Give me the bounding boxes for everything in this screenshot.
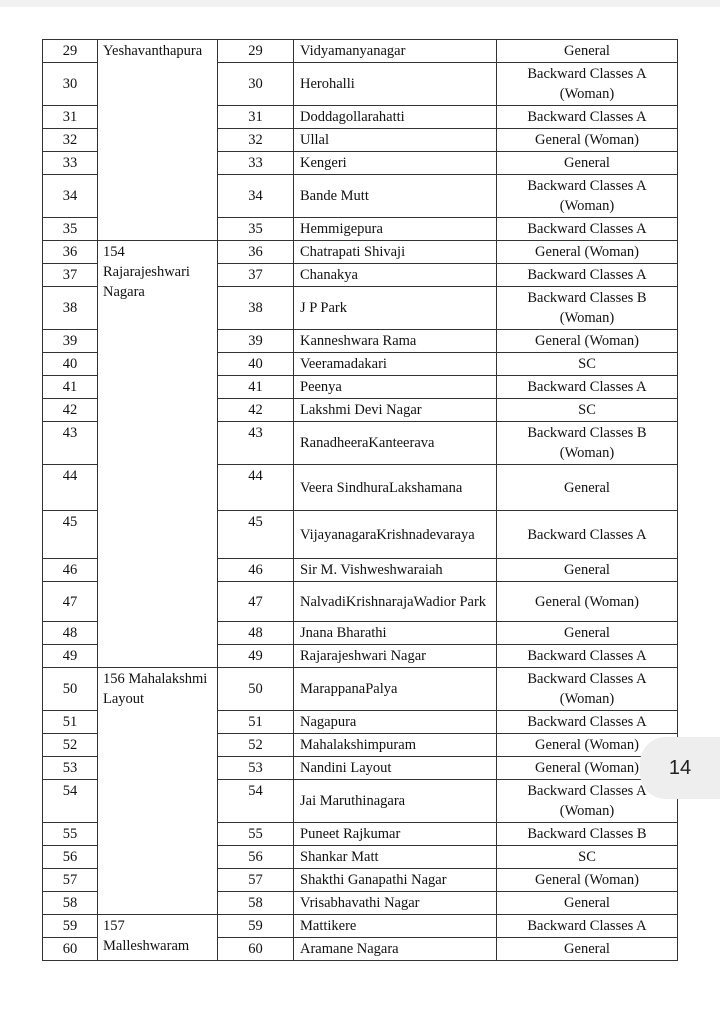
reservation-category-cell: General	[497, 559, 678, 582]
assembly-constituency-cell: 157 Malleshwaram	[98, 915, 218, 961]
ward-number-cell: 36	[218, 241, 294, 264]
ward-number-cell: 60	[218, 938, 294, 961]
reservation-category-cell: Backward Classes A	[497, 915, 678, 938]
reservation-category-cell: Backward Classes A	[497, 106, 678, 129]
ward-number-cell: 48	[218, 622, 294, 645]
ward-name-cell: Veera SindhuraLakshamana	[294, 465, 497, 511]
reservation-category-cell: General	[497, 40, 678, 63]
reservation-category-cell: Backward Classes A (Woman)	[497, 63, 678, 106]
ward-number-cell: 53	[218, 757, 294, 780]
reservation-category-cell: Backward Classes B	[497, 823, 678, 846]
ward-number-cell: 40	[218, 353, 294, 376]
page-number-badge[interactable]: 14	[640, 737, 720, 799]
serial-number-cell: 55	[43, 823, 98, 846]
reservation-category-cell: Backward Classes A (Woman)	[497, 175, 678, 218]
ward-name-cell: Lakshmi Devi Nagar	[294, 399, 497, 422]
serial-number-cell: 50	[43, 668, 98, 711]
serial-number-cell: 59	[43, 915, 98, 938]
serial-number-cell: 45	[43, 511, 98, 559]
reservation-category-cell: General (Woman)	[497, 129, 678, 152]
serial-number-cell: 30	[43, 63, 98, 106]
serial-number-cell: 32	[43, 129, 98, 152]
ward-number-cell: 39	[218, 330, 294, 353]
ward-number-cell: 59	[218, 915, 294, 938]
assembly-constituency-cell: 156 Mahalakshmi Layout	[98, 668, 218, 915]
reservation-category-cell: Backward Classes B (Woman)	[497, 422, 678, 465]
serial-number-cell: 43	[43, 422, 98, 465]
serial-number-cell: 47	[43, 582, 98, 622]
ward-number-cell: 33	[218, 152, 294, 175]
reservation-category-cell: Backward Classes A	[497, 264, 678, 287]
serial-number-cell: 52	[43, 734, 98, 757]
serial-number-cell: 48	[43, 622, 98, 645]
reservation-category-cell: General (Woman)	[497, 734, 678, 757]
ward-number-cell: 56	[218, 846, 294, 869]
ward-number-cell: 30	[218, 63, 294, 106]
ward-name-cell: Shankar Matt	[294, 846, 497, 869]
serial-number-cell: 31	[43, 106, 98, 129]
ward-name-cell: Mahalakshimpuram	[294, 734, 497, 757]
ward-name-cell: VijayanagaraKrishnadevaraya	[294, 511, 497, 559]
ward-name-cell: Chanakya	[294, 264, 497, 287]
ward-name-cell: Veeramadakari	[294, 353, 497, 376]
ward-name-cell: Herohalli	[294, 63, 497, 106]
ward-number-cell: 32	[218, 129, 294, 152]
reservation-category-cell: General (Woman)	[497, 241, 678, 264]
reservation-category-cell: SC	[497, 353, 678, 376]
serial-number-cell: 54	[43, 780, 98, 823]
ward-number-cell: 38	[218, 287, 294, 330]
ward-name-cell: Nandini Layout	[294, 757, 497, 780]
ward-name-cell: NalvadiKrishnarajaWadior Park	[294, 582, 497, 622]
reservation-category-cell: General	[497, 892, 678, 915]
ward-number-cell: 42	[218, 399, 294, 422]
serial-number-cell: 40	[43, 353, 98, 376]
ward-name-cell: Kengeri	[294, 152, 497, 175]
assembly-constituency-cell: Yeshavanthapura	[98, 40, 218, 241]
ward-name-cell: Bande Mutt	[294, 175, 497, 218]
serial-number-cell: 29	[43, 40, 98, 63]
serial-number-cell: 44	[43, 465, 98, 511]
ward-name-cell: Aramane Nagara	[294, 938, 497, 961]
reservation-category-cell: Backward Classes A	[497, 711, 678, 734]
ward-number-cell: 35	[218, 218, 294, 241]
reservation-category-cell: General (Woman)	[497, 330, 678, 353]
reservation-category-cell: General	[497, 465, 678, 511]
reservation-category-cell: Backward Classes A	[497, 645, 678, 668]
ward-number-cell: 54	[218, 780, 294, 823]
ward-number-cell: 37	[218, 264, 294, 287]
reservation-category-cell: General (Woman)	[497, 582, 678, 622]
serial-number-cell: 39	[43, 330, 98, 353]
serial-number-cell: 34	[43, 175, 98, 218]
serial-number-cell: 49	[43, 645, 98, 668]
ward-name-cell: Rajarajeshwari Nagar	[294, 645, 497, 668]
serial-number-cell: 42	[43, 399, 98, 422]
ward-name-cell: Puneet Rajkumar	[294, 823, 497, 846]
reservation-category-cell: Backward Classes A	[497, 218, 678, 241]
reservation-category-cell: SC	[497, 846, 678, 869]
ward-number-cell: 57	[218, 869, 294, 892]
ward-number-cell: 34	[218, 175, 294, 218]
ward-name-cell: RanadheeraKanteerava	[294, 422, 497, 465]
ward-number-cell: 43	[218, 422, 294, 465]
reservation-category-cell: General	[497, 938, 678, 961]
reservation-category-cell: General	[497, 622, 678, 645]
ward-table-body	[43, 40, 678, 961]
ward-number-cell: 31	[218, 106, 294, 129]
reservation-category-cell: Backward Classes A	[497, 511, 678, 559]
ward-name-cell: Hemmigepura	[294, 218, 497, 241]
table-row	[43, 40, 678, 63]
serial-number-cell: 46	[43, 559, 98, 582]
ward-name-cell: Nagapura	[294, 711, 497, 734]
serial-number-cell: 51	[43, 711, 98, 734]
ward-name-cell: MarappanaPalya	[294, 668, 497, 711]
ward-reservation-table	[42, 39, 678, 961]
reservation-category-cell: General	[497, 152, 678, 175]
serial-number-cell: 41	[43, 376, 98, 399]
reservation-category-cell: General (Woman)	[497, 869, 678, 892]
ward-number-cell: 51	[218, 711, 294, 734]
reservation-category-cell: SC	[497, 399, 678, 422]
serial-number-cell: 35	[43, 218, 98, 241]
ward-number-cell: 41	[218, 376, 294, 399]
reservation-category-cell: Backward Classes A (Woman)	[497, 780, 678, 823]
ward-number-cell: 46	[218, 559, 294, 582]
ward-name-cell: Kanneshwara Rama	[294, 330, 497, 353]
ward-name-cell: Chatrapati Shivaji	[294, 241, 497, 264]
ward-number-cell: 58	[218, 892, 294, 915]
ward-number-cell: 45	[218, 511, 294, 559]
ward-number-cell: 44	[218, 465, 294, 511]
ward-name-cell: Vrisabhavathi Nagar	[294, 892, 497, 915]
serial-number-cell: 56	[43, 846, 98, 869]
reservation-category-cell: Backward Classes B (Woman)	[497, 287, 678, 330]
ward-number-cell: 49	[218, 645, 294, 668]
table-row	[43, 668, 678, 711]
ward-number-cell: 50	[218, 668, 294, 711]
serial-number-cell: 36	[43, 241, 98, 264]
table-row	[43, 241, 678, 264]
serial-number-cell: 38	[43, 287, 98, 330]
ward-name-cell: Jnana Bharathi	[294, 622, 497, 645]
ward-name-cell: Doddagollarahatti	[294, 106, 497, 129]
serial-number-cell: 57	[43, 869, 98, 892]
reservation-category-cell: Backward Classes A (Woman)	[497, 668, 678, 711]
serial-number-cell: 37	[43, 264, 98, 287]
reservation-category-cell: Backward Classes A	[497, 376, 678, 399]
ward-number-cell: 47	[218, 582, 294, 622]
top-strip	[0, 0, 720, 7]
serial-number-cell: 58	[43, 892, 98, 915]
reservation-category-cell: General (Woman)	[497, 757, 678, 780]
serial-number-cell: 60	[43, 938, 98, 961]
table-row	[43, 915, 678, 938]
ward-name-cell: Vidyamanyanagar	[294, 40, 497, 63]
ward-name-cell: Mattikere	[294, 915, 497, 938]
ward-name-cell: Shakthi Ganapathi Nagar	[294, 869, 497, 892]
ward-name-cell: Sir M. Vishweshwaraiah	[294, 559, 497, 582]
serial-number-cell: 53	[43, 757, 98, 780]
ward-name-cell: J P Park	[294, 287, 497, 330]
ward-name-cell: Jai Maruthinagara	[294, 780, 497, 823]
ward-number-cell: 55	[218, 823, 294, 846]
ward-number-cell: 29	[218, 40, 294, 63]
ward-name-cell: Ullal	[294, 129, 497, 152]
serial-number-cell: 33	[43, 152, 98, 175]
assembly-constituency-cell: 154 Rajarajeshwari Nagara	[98, 241, 218, 668]
ward-name-cell: Peenya	[294, 376, 497, 399]
ward-number-cell: 52	[218, 734, 294, 757]
